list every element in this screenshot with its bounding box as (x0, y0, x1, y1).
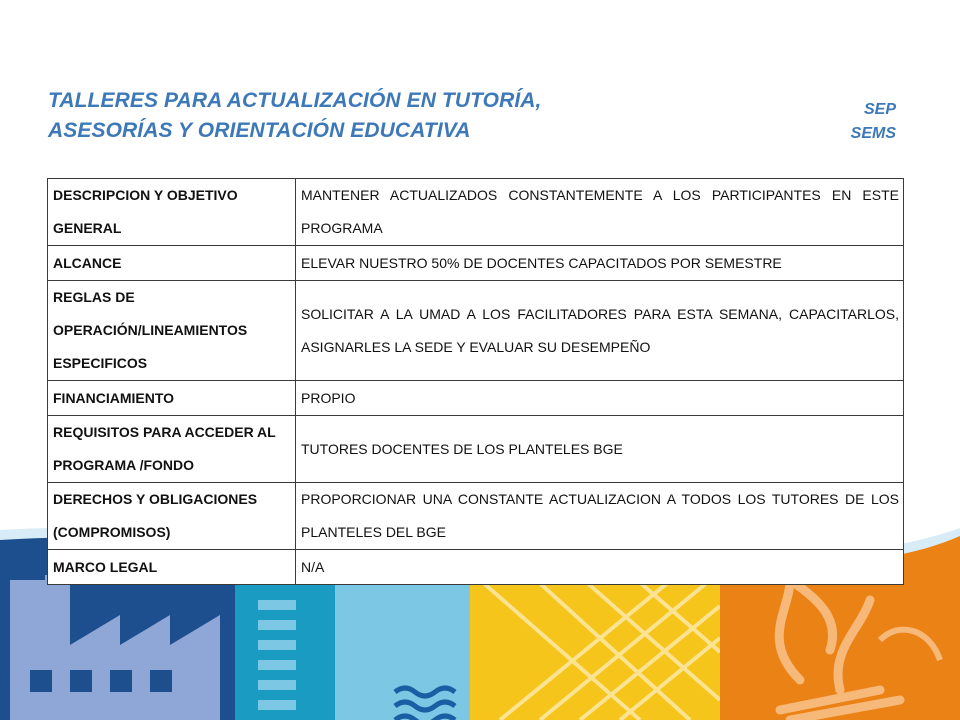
brand-label (851, 98, 896, 146)
table-row (48, 381, 904, 416)
row-value: TUTORES DOCENTES DE LOS PLANTELES BGE (296, 416, 904, 483)
table-row (48, 483, 904, 550)
table-row (48, 416, 904, 483)
row-value: N/A (296, 550, 904, 585)
row-label: REGLAS DE OPERACIÓN/LINEAMIENTOS ESPECIFICOS (48, 281, 296, 381)
row-label: FINANCIAMIENTO (48, 381, 296, 416)
row-label: REQUISITOS PARA ACCEDER AL PROGRAMA /FONDO (48, 416, 296, 483)
table-row (48, 281, 904, 381)
row-value: MANTENER ACTUALIZADOS CONSTANTEMENTE A LOS PARTICIPANTES EN ESTE PROGRAMA (296, 179, 904, 246)
title-line-2: ASESORÍAS Y ORIENTACIÓN EDUCATIVA (48, 119, 471, 142)
row-value: PROPORCIONAR UNA CONSTANTE ACTUALIZACION A TODOS LOS TUTORES DE LOS PLANTELES DEL BGE (296, 483, 904, 550)
row-label: DERECHOS Y OBLIGACIONES (COMPROMISOS) (48, 483, 296, 550)
brand-sep: SEP (863, 101, 896, 118)
table-row (48, 179, 904, 246)
row-value: ELEVAR NUESTRO 50% DE DOCENTES CAPACITADOS POR SEMESTRE (296, 246, 904, 281)
row-value: PROPIO (296, 381, 904, 416)
page-title (48, 86, 542, 146)
row-value: SOLICITAR A LA UMAD A LOS FACILITADORES PARA ESTA SEMANA, CAPACITARLOS, ASIGNARLES LA SEDE Y EVALUAR SU DESEMPEÑO (296, 281, 904, 381)
title-line-1: TALLERES PARA ACTUALIZACIÓN EN TUTORÍA, (48, 89, 542, 112)
table-row (48, 246, 904, 281)
row-label: DESCRIPCION Y OBJETIVO GENERAL (48, 179, 296, 246)
table-row (48, 550, 904, 585)
row-label: MARCO LEGAL (48, 550, 296, 585)
brand-sems: SEMS (850, 125, 896, 142)
program-info-table (47, 178, 904, 585)
row-label: ALCANCE (48, 246, 296, 281)
